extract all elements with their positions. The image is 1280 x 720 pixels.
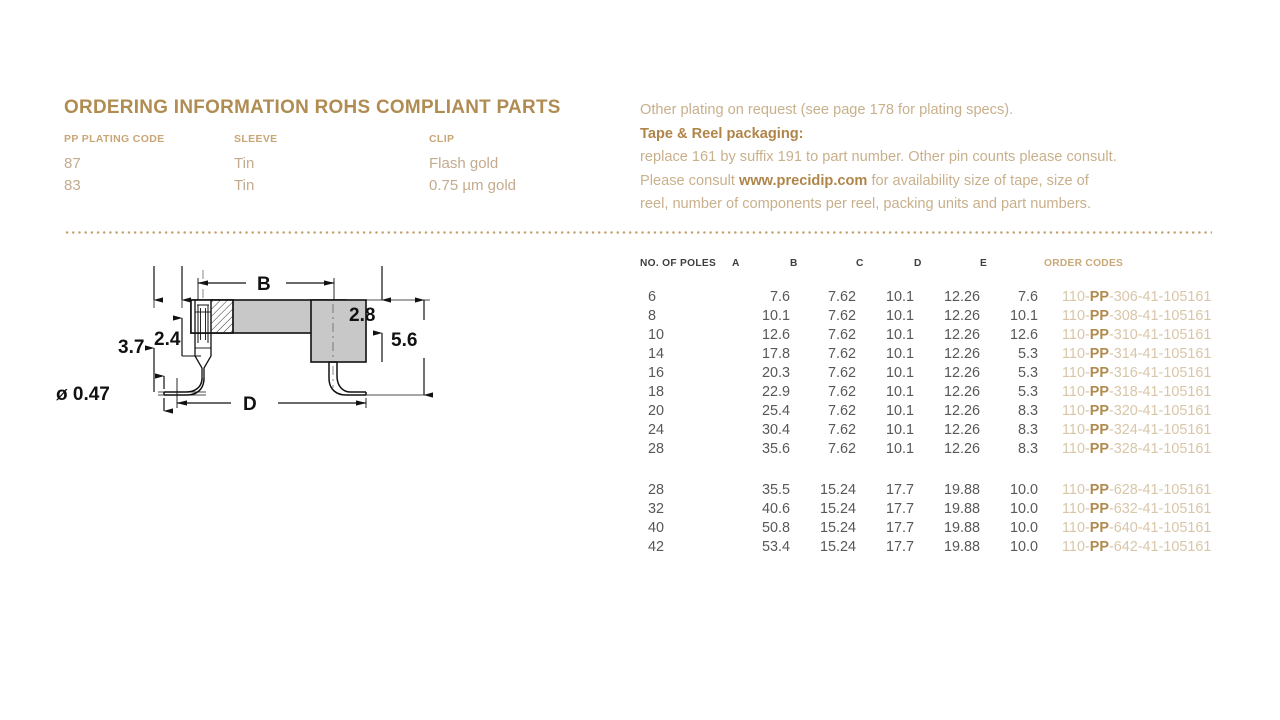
- cell-c: 17.7: [885, 500, 914, 517]
- cell-e: 12.6: [1009, 326, 1038, 343]
- dimension-label-b: B: [257, 274, 271, 295]
- cell-poles: 24: [648, 421, 665, 438]
- cell-order-code: [1038, 480, 1212, 499]
- table-row: [640, 439, 1212, 458]
- cell-d: 12.26: [943, 307, 980, 324]
- spacer-cell: [640, 458, 1212, 480]
- cell-order-code: [1038, 499, 1212, 518]
- order-code-suffix: -314-41-105161: [1108, 345, 1212, 362]
- cell-poles: 28: [648, 481, 665, 498]
- order-code-plating-token: PP: [1089, 364, 1109, 381]
- order-code-suffix: -640-41-105161: [1108, 519, 1212, 536]
- cell-d: 12.26: [943, 421, 980, 438]
- order-code-plating-token: PP: [1089, 500, 1109, 517]
- cell-e: 8.3: [1017, 421, 1038, 438]
- cell-order-code: [1038, 518, 1212, 537]
- cell-c: 17.7: [885, 538, 914, 555]
- cell-poles: 28: [648, 440, 665, 457]
- cell-a: 12.6: [761, 326, 790, 343]
- cell-order-code: [1038, 306, 1212, 325]
- page-title: ORDERING INFORMATION ROHS COMPLIANT PARTS: [64, 96, 561, 118]
- order-code-prefix: 110-: [1062, 481, 1090, 498]
- cell-a: 10.1: [761, 307, 790, 324]
- cell-poles: 42: [648, 538, 665, 555]
- cell-poles: 20: [648, 402, 665, 419]
- cell-b: 7.62: [827, 288, 856, 305]
- cell-c: 10.1: [885, 364, 914, 381]
- section-divider: [64, 231, 1212, 234]
- cell-a: 7.6: [769, 288, 790, 305]
- plating-clip-value: Flash gold: [429, 155, 499, 172]
- order-header-d: D: [914, 258, 922, 269]
- order-header-codes: ORDER CODES: [1044, 258, 1124, 269]
- note-other-plating: Other plating on request (see page 178 for plating specs).: [640, 102, 1014, 118]
- order-header-c: C: [856, 258, 864, 269]
- cell-d: 19.88: [943, 481, 980, 498]
- cell-d: 12.26: [943, 326, 980, 343]
- cell-b: 7.62: [827, 345, 856, 362]
- order-code-prefix: 110-: [1062, 307, 1090, 324]
- order-code-prefix: 110-: [1062, 500, 1090, 517]
- dimension-b: [198, 274, 334, 300]
- table-row: [640, 306, 1212, 325]
- order-code-plating-token: PP: [1089, 538, 1109, 555]
- cell-e: 10.1: [1009, 307, 1038, 324]
- cell-c: 10.1: [885, 326, 914, 343]
- plating-sleeve-value: Tin: [234, 155, 255, 172]
- dimension-label-pin-diameter: ø 0.47: [56, 384, 110, 405]
- cell-b: 7.62: [827, 402, 856, 419]
- order-code-prefix: 110-: [1062, 326, 1090, 343]
- cell-a: 40.6: [761, 500, 790, 517]
- plating-clip-value: 0.75 µm gold: [429, 177, 517, 194]
- dimension-5-6: [366, 300, 430, 395]
- table-row: [64, 175, 584, 197]
- cell-order-code: [1038, 344, 1212, 363]
- order-code-suffix: -308-41-105161: [1108, 307, 1212, 324]
- order-codes-table: [640, 258, 1212, 556]
- order-code-plating-token: PP: [1089, 440, 1109, 457]
- cell-a: 25.4: [761, 402, 790, 419]
- order-code-suffix: -306-41-105161: [1108, 288, 1212, 305]
- order-code-plating-token: PP: [1089, 402, 1109, 419]
- cell-c: 10.1: [885, 421, 914, 438]
- cell-d: 12.26: [943, 364, 980, 381]
- table-row: [640, 363, 1212, 382]
- order-header-b: B: [790, 258, 798, 269]
- cell-a: 20.3: [761, 364, 790, 381]
- order-code-prefix: 110-: [1062, 402, 1090, 419]
- plating-code-value: 87: [64, 155, 81, 172]
- cell-e: 10.0: [1009, 519, 1038, 536]
- order-header-poles: NO. OF POLES: [640, 258, 717, 269]
- left-gull-wing-lead: [164, 378, 204, 395]
- cell-e: 5.3: [1017, 383, 1038, 400]
- order-code-suffix: -316-41-105161: [1108, 364, 1212, 381]
- cell-d: 12.26: [943, 288, 980, 305]
- cell-c: 17.7: [885, 519, 914, 536]
- table-row: [640, 344, 1212, 363]
- order-header-a: A: [732, 258, 740, 269]
- cell-b: 15.24: [819, 519, 856, 536]
- order-code-suffix: -324-41-105161: [1108, 421, 1212, 438]
- precidip-website-link[interactable]: www.precidip.com: [738, 172, 868, 189]
- cell-a: 17.8: [761, 345, 790, 362]
- order-header-row: [640, 258, 1212, 287]
- connector-body: [191, 300, 366, 362]
- cell-poles: 18: [648, 383, 665, 400]
- dimension-label-3-7: 3.7: [118, 337, 145, 358]
- cell-poles: 6: [648, 288, 657, 305]
- order-code-plating-token: PP: [1089, 307, 1109, 324]
- cell-order-code: [1038, 287, 1212, 306]
- order-code-plating-token: PP: [1089, 345, 1109, 362]
- order-code-plating-token: PP: [1089, 481, 1109, 498]
- order-code-plating-token: PP: [1089, 421, 1109, 438]
- dimension-label-2-8: 2.8: [349, 305, 376, 326]
- table-row: [640, 537, 1212, 556]
- order-code-prefix: 110-: [1062, 538, 1090, 555]
- order-code-plating-token: PP: [1089, 326, 1109, 343]
- plating-header-clip: CLIP: [429, 133, 455, 145]
- table-row: [640, 518, 1212, 537]
- table-group-spacer: [640, 458, 1212, 480]
- dimension-label-2-4: 2.4: [154, 329, 181, 350]
- plating-code-value: 83: [64, 177, 81, 194]
- cell-order-code: [1038, 439, 1212, 458]
- cell-order-code: [1038, 401, 1212, 420]
- order-code-prefix: 110-: [1062, 440, 1090, 457]
- plating-header-row: [64, 133, 584, 153]
- cell-b: 7.62: [827, 364, 856, 381]
- packaging-notes-block: [640, 99, 1220, 217]
- cell-poles: 14: [648, 345, 665, 362]
- cell-c: 10.1: [885, 383, 914, 400]
- technical-drawing: [46, 248, 446, 418]
- cell-e: 5.3: [1017, 345, 1038, 362]
- plating-header-sleeve: SLEEVE: [234, 133, 278, 145]
- note-consult-suffix: for availability size of tape, size of: [867, 172, 1089, 189]
- cell-e: 10.0: [1009, 538, 1038, 555]
- plating-sleeve-value: Tin: [234, 177, 255, 194]
- cell-e: 8.3: [1017, 440, 1038, 457]
- order-code-prefix: 110-: [1062, 519, 1090, 536]
- note-tape-reel-heading: Tape & Reel packaging:: [640, 125, 804, 142]
- order-code-suffix: -642-41-105161: [1108, 538, 1212, 555]
- cell-poles: 10: [648, 326, 665, 343]
- order-code-suffix: -320-41-105161: [1108, 402, 1212, 419]
- table-row: [640, 401, 1212, 420]
- cell-b: 15.24: [819, 481, 856, 498]
- cell-c: 10.1: [885, 307, 914, 324]
- cell-poles: 32: [648, 500, 665, 517]
- cell-d: 12.26: [943, 402, 980, 419]
- cell-b: 7.62: [827, 440, 856, 457]
- cell-e: 8.3: [1017, 402, 1038, 419]
- plating-table-body: [64, 153, 584, 197]
- order-code-plating-token: PP: [1089, 383, 1109, 400]
- cell-d: 12.26: [943, 345, 980, 362]
- cell-d: 12.26: [943, 383, 980, 400]
- cell-c: 10.1: [885, 402, 914, 419]
- cell-d: 19.88: [943, 519, 980, 536]
- cell-order-code: [1038, 363, 1212, 382]
- cell-poles: 8: [648, 307, 657, 324]
- order-code-prefix: 110-: [1062, 345, 1090, 362]
- table-row: [640, 480, 1212, 499]
- cell-a: 35.6: [761, 440, 790, 457]
- order-code-prefix: 110-: [1062, 383, 1090, 400]
- cell-order-code: [1038, 420, 1212, 439]
- cell-order-code: [1038, 382, 1212, 401]
- cell-order-code: [1038, 325, 1212, 344]
- cell-b: 7.62: [827, 326, 856, 343]
- cell-b: 7.62: [827, 383, 856, 400]
- cell-d: 19.88: [943, 538, 980, 555]
- socket-contact-detail: [195, 300, 211, 378]
- cell-a: 50.8: [761, 519, 790, 536]
- table-row: [640, 382, 1212, 401]
- cell-a: 22.9: [761, 383, 790, 400]
- order-code-suffix: -632-41-105161: [1108, 500, 1212, 517]
- cell-c: 10.1: [885, 345, 914, 362]
- order-codes-table-body: [640, 287, 1212, 556]
- table-row: [640, 420, 1212, 439]
- cell-poles: 16: [648, 364, 665, 381]
- order-codes-section: [640, 258, 1240, 556]
- note-consult-prefix: Please consult: [640, 172, 739, 189]
- cell-a: 35.5: [761, 481, 790, 498]
- order-code-plating-token: PP: [1089, 288, 1109, 305]
- table-row: [640, 325, 1212, 344]
- note-replace-suffix: replace 161 by suffix 191 to part number. Other pin counts please consult.: [640, 149, 1117, 165]
- dimension-3-7: [118, 266, 154, 392]
- order-code-plating-token: PP: [1089, 519, 1109, 536]
- cell-b: 7.62: [827, 421, 856, 438]
- dimension-label-5-6: 5.6: [391, 330, 418, 351]
- note-consult-line: [640, 170, 1220, 194]
- cell-b: 15.24: [819, 538, 856, 555]
- order-code-prefix: 110-: [1062, 421, 1090, 438]
- cell-e: 7.6: [1017, 288, 1038, 305]
- cell-c: 10.1: [885, 440, 914, 457]
- right-gull-wing-lead: [329, 362, 366, 395]
- order-code-prefix: 110-: [1062, 364, 1090, 381]
- cell-b: 15.24: [819, 500, 856, 517]
- order-header-e: E: [980, 258, 988, 269]
- cell-d: 19.88: [943, 500, 980, 517]
- table-row: [640, 499, 1212, 518]
- dimension-pin-diameter: [56, 376, 206, 411]
- order-code-suffix: -318-41-105161: [1108, 383, 1212, 400]
- plating-table: [64, 133, 584, 197]
- plating-header-code: PP PLATING CODE: [64, 133, 165, 145]
- connector-cross-section-svg: [46, 248, 446, 418]
- cell-a: 53.4: [761, 538, 790, 555]
- dimension-label-d: D: [243, 394, 257, 415]
- ordering-information-block: [64, 96, 624, 197]
- table-row: [640, 287, 1212, 306]
- cell-c: 17.7: [885, 481, 914, 498]
- order-code-prefix: 110-: [1062, 288, 1090, 305]
- cell-d: 12.26: [943, 440, 980, 457]
- cell-a: 30.4: [761, 421, 790, 438]
- cell-e: 10.0: [1009, 500, 1038, 517]
- order-code-suffix: -628-41-105161: [1108, 481, 1212, 498]
- cell-e: 5.3: [1017, 364, 1038, 381]
- cell-c: 10.1: [885, 288, 914, 305]
- order-code-suffix: -328-41-105161: [1108, 440, 1212, 457]
- cell-poles: 40: [648, 519, 665, 536]
- order-code-suffix: -310-41-105161: [1108, 326, 1212, 343]
- cell-e: 10.0: [1009, 481, 1038, 498]
- cell-b: 7.62: [827, 307, 856, 324]
- note-reel-details: reel, number of components per reel, packing units and part numbers.: [640, 196, 1092, 212]
- extension-lines-top: [154, 300, 182, 308]
- table-row: [64, 153, 584, 175]
- cell-order-code: [1038, 537, 1212, 556]
